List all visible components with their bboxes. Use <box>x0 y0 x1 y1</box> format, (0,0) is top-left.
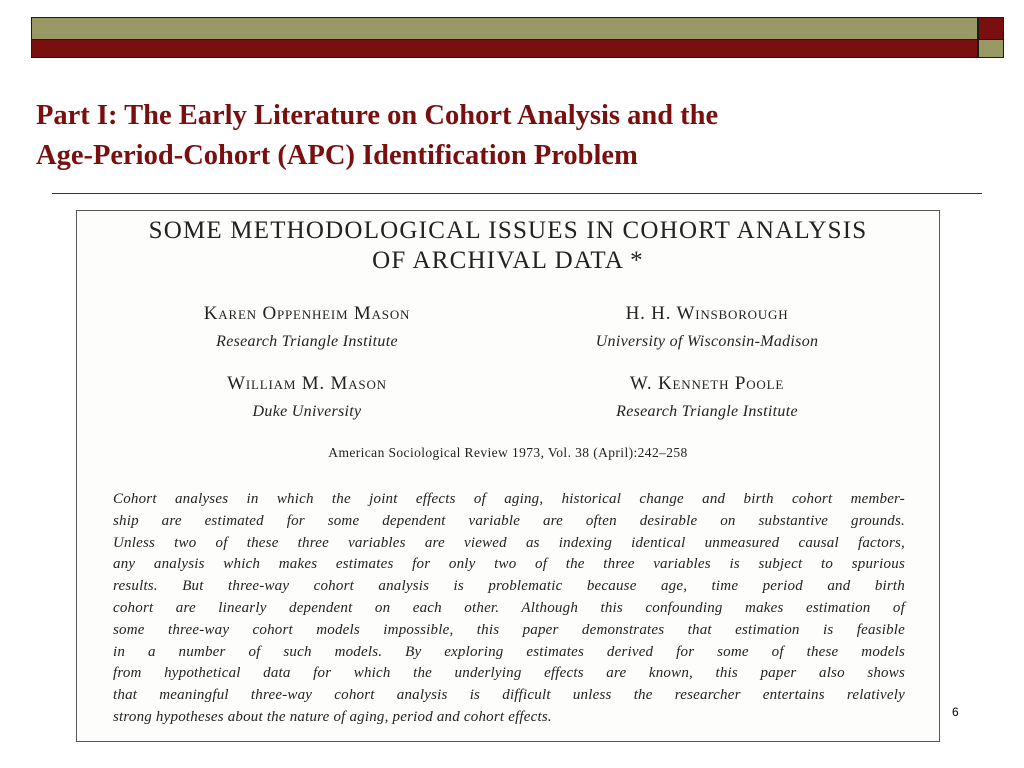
paper-heading-line: OF ARCHIVAL DATA * <box>372 247 644 274</box>
header-bar-olive <box>31 17 978 40</box>
author-block <box>137 373 477 421</box>
abstract-line: from hypothetical data for which the underlying effects are known, this paper also shows <box>113 665 905 682</box>
abstract-line: some three-way cohort models impossible, this paper demonstrates that estimation is feasible <box>113 621 905 638</box>
paper-excerpt-image <box>76 210 940 742</box>
author-affiliation: Duke University <box>252 403 362 420</box>
author-affiliation: Research Triangle Institute <box>216 333 398 350</box>
author-block <box>137 303 477 351</box>
author-name: W. Kenneth Poole <box>629 373 785 394</box>
abstract-line: strong hypotheses about the nature of aging, period and cohort effects. <box>113 708 552 725</box>
abstract-line: results. But three-way cohort analysis is problematic because age, time period and birth <box>113 578 905 595</box>
author-name: H. H. Winsborough <box>625 303 789 324</box>
header-square-maroon <box>978 17 1004 40</box>
journal-citation: American Sociological Review 1973, Vol. 38 (April):242–258 <box>328 445 688 460</box>
author-block <box>557 373 857 421</box>
abstract-line: cohort are linearly dependent on each other. Although this confounding makes estimation of <box>113 599 905 616</box>
author-name: Karen Oppenheim Mason <box>203 303 411 324</box>
slide-title-line: Part I: The Early Literature on Cohort Analysis and the <box>36 100 719 131</box>
author-block <box>557 303 857 351</box>
paper-heading-line: SOME METHODOLOGICAL ISSUES IN COHORT ANALYSIS <box>148 217 868 244</box>
abstract-line: in a number of such models. By exploring estimates derived for some of these models <box>113 643 905 660</box>
header-square-olive <box>978 40 1004 58</box>
slide-title <box>36 96 976 176</box>
slide-page-number: 6 <box>952 705 959 719</box>
abstract-line: Cohort analyses in which the joint effects of aging, historical change and birth cohort member- <box>113 491 905 507</box>
header-bar-maroon <box>31 40 978 58</box>
author-name: William M. Mason <box>227 373 387 394</box>
abstract-line: Unless two of these three variables are viewed as indexing identical unmeasured causal factors, <box>113 534 905 551</box>
abstract-line: ship are estimated for some dependent variable are often desirable on substantive grounds. <box>113 512 905 529</box>
slide-title-line: Age-Period-Cohort (APC) Identification Problem <box>36 140 638 171</box>
author-affiliation: Research Triangle Institute <box>616 403 798 420</box>
title-divider <box>52 193 982 194</box>
author-affiliation: University of Wisconsin-Madison <box>595 333 819 350</box>
abstract-line: that meaningful three-way cohort analysis is difficult unless the researcher entertains relatively <box>113 687 905 704</box>
paper-abstract <box>113 489 905 729</box>
abstract-line: any analysis which makes estimates for only two of the three variables is subject to spurious <box>113 556 905 573</box>
